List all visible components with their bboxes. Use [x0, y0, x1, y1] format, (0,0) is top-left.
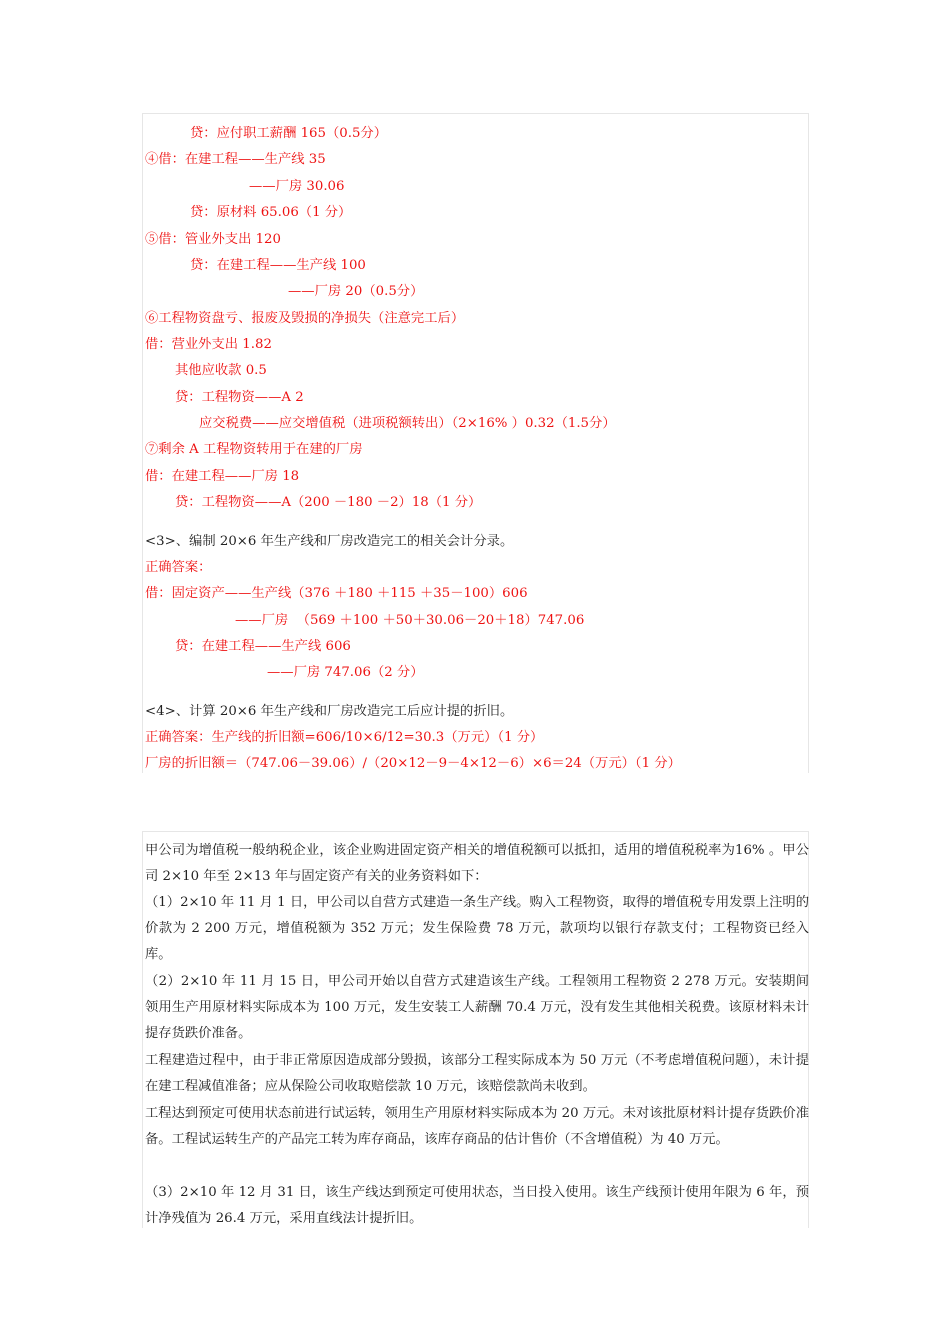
question-paragraph: （3）2×10 年 12 月 31 日，该生产线达到预定可使用状态，当日投入使用。该生产线预计使用年限为 6 年，预计净残值为 26.4 万元，采用直线法计提折旧。: [145, 1185, 809, 1227]
answer-line: ——厂房 20（0.5分）: [288, 284, 424, 299]
answer-line: 贷：在建工程——生产线 100: [190, 258, 366, 273]
answer-line: <4>、计算 20×6 年生产线和厂房改造完工后应计提的折旧。: [145, 704, 514, 719]
question-paragraph: （2）2×10 年 11 月 15 日，甲公司开始以自营方式建造该生产线。工程领用工程物资 2 278 万元。安装期间领用生产用原材料实际成本为 100 万元，发生安装工人薪酬 70.4 万元，没有发生其他相关税费。该原材料未计提存货跌价准备。: [145, 974, 809, 1042]
answer-panel: [142, 113, 809, 773]
answer-line: 其他应收款 0.5: [175, 363, 267, 378]
question-paragraph: 工程达到预定可使用状态前进行试运转，领用生产用原材料实际成本为 20 万元。未对该批原材料计提存货跌价准备。工程试运转生产的产品完工转为库存商品，该库存商品的估计售价（不含增值税）为 40 万元。: [145, 1106, 809, 1148]
answer-line: 贷：工程物资——A 2: [175, 390, 304, 405]
answer-line: ——厂房 （569 ＋100 ＋50＋30.06－20＋18）747.06: [235, 613, 585, 628]
answer-line: ——厂房 747.06（2 分）: [267, 665, 424, 680]
answer-line: 厂房的折旧额＝（747.06－39.06）/（20×12－9－4×12－6）×6＝24（万元）（1 分）: [145, 756, 681, 771]
answer-line: ④借：在建工程——生产线 35: [145, 152, 326, 167]
answer-line: 借：在建工程——厂房 18: [145, 469, 300, 484]
answer-line: 贷：原材料 65.06（1 分）: [190, 205, 352, 220]
question-panel: [142, 831, 809, 1228]
answer-line: ——厂房 30.06: [249, 179, 345, 194]
answer-line: 贷：工程物资——A（200 －180 －2）18（1 分）: [175, 495, 482, 510]
answer-line: ⑦剩余 A 工程物资转用于在建的厂房: [145, 442, 363, 457]
answer-line: <3>、编制 20×6 年生产线和厂房改造完工的相关会计分录。: [145, 534, 514, 549]
answer-line: 应交税费——应交增值税（进项税额转出）（2×16% ）0.32（1.5分）: [199, 416, 616, 431]
answer-line: 正确答案：生产线的折旧额=606/10×6/12=30.3（万元）（1 分）: [145, 730, 544, 745]
question-paragraph: 工程建造过程中，由于非正常原因造成部分毁损，该部分工程实际成本为 50 万元（不考虑增值税问题），未计提在建工程减值准备；应从保险公司收取赔偿款 10 万元，该赔偿款尚未收到。: [145, 1053, 809, 1095]
answer-line: 正确答案：: [145, 560, 212, 575]
answer-line: 借：固定资产——生产线（376 ＋180 ＋115 ＋35－100）606: [145, 586, 528, 601]
answer-line: ⑤借：管业外支出 120: [145, 232, 281, 247]
answer-line: 贷：在建工程——生产线 606: [175, 639, 351, 654]
answer-line: 贷：应付职工薪酬 165（0.5分）: [190, 126, 388, 141]
question-paragraph: 甲公司为增值税一般纳税企业，该企业购进固定资产相关的增值税额可以抵扣，适用的增值税税率为16% 。甲公司 2×10 年至 2×13 年与固定资产有关的业务资料如下：: [145, 843, 809, 885]
question-paragraph: （1）2×10 年 11 月 1 日，甲公司以自营方式建造一条生产线。购入工程物资，取得的增值税专用发票上注明的价款为 2 200 万元，增值税额为 352 万元；发生保险费 78 万元，款项均以银行存款支付；工程物资已经入库。: [145, 895, 809, 963]
answer-line: 借：营业外支出 1.82: [145, 337, 272, 352]
answer-line: ⑥工程物资盘亏、报废及毁损的净损失（注意完工后）: [145, 311, 465, 326]
